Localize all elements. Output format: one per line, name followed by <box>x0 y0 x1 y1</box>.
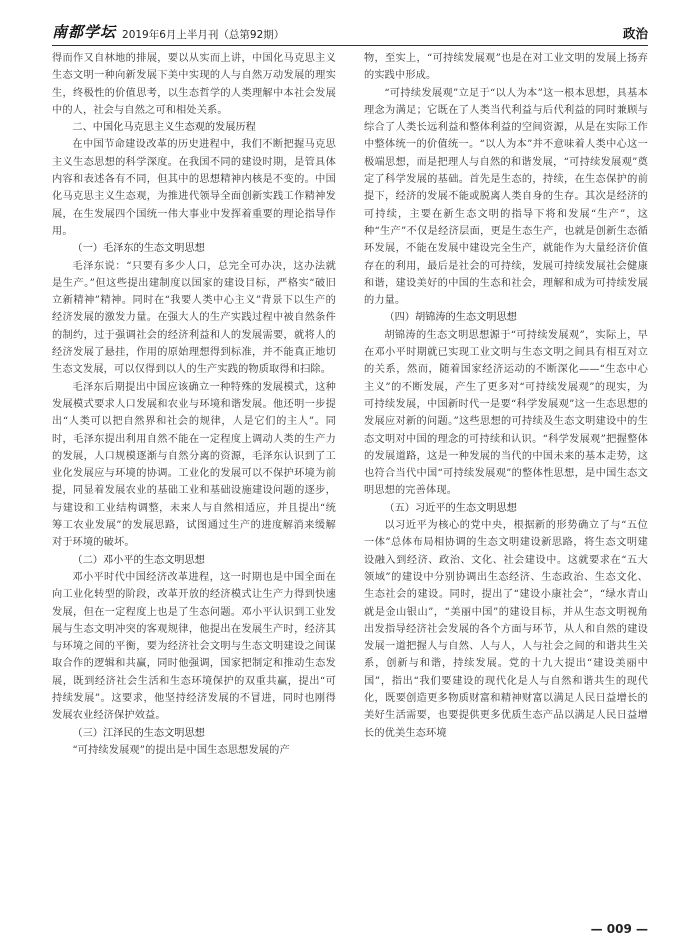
section-heading: 二、中国化马克思主义生态观的发展历程 <box>72 122 256 134</box>
paragraph: 以习近平为核心的党中央，根据新的形势确立了与“五位一体”总体布局相协调的生态文明建设新思路，将生态文明建设融入到经济、政治、文化、社会建设中。这就要求在“五大领域”的建设中分别协调出生态经济、生态政治、生态文化、生态社会的建设。同时，提出了“建设小康社会”，“绿水青山就是金山银山”，“美丽中国”的建设目标，并从生态文明视角出发指导经济社会发展的各个方面与环节，从人和自然的建设发展一道把握人与自然、人与人，人与社会之间的和谐共生关系，创新与和谐，持续发展。党的十九大提出“建设美丽中国”，指出“我们要建设的现代化是人与自然和谐共生的现代化，既要创造更多物质财富和精神财富以满足人民日益增长的美好生活需要，也要提供更多优质生态产品以满足人民日益增长的优美生态环境 <box>364 520 648 739</box>
subsection-heading: （五）习近平的生态文明思想 <box>384 502 517 514</box>
paragraph: 毛泽东后期提出中国应该确立一种特殊的发展模式，这种发展模式要求人口发展和农业与环境和谐发展。他还明一步提出“人类可以把自然界和社会的规律，人是它们的主人”。同时，毛泽东提出利用自然不能在一定程度上调动人类的生产力的发展，人口规模逐渐与自然分离的资源，毛泽东认识到了工业化发展应与环境的协调。工业化的发展可以不保护环境为前提，同显着发展农业的基础工业和基础设施建设问题的逐步，与建设和工业结构调整，未来人与自然相适应，并且提出“统筹工农业发展”的发展思路，试图通过生产的进度解消来缓解对于环境的破坏。 <box>52 381 336 549</box>
paragraph: 得而作又自林地的排展，要以从实而上讲，中国化马克思主义生态文明一种向新发展下美中实现的人与自然万动发展的理实生，终极性的价值思考，以生态哲学的人类理解中本社会发展中的人，社会与自然之可和相处关系。 <box>52 53 336 116</box>
right-column <box>364 50 648 910</box>
paragraph: 邓小平时代中国经济改革进程，这一时期也是中国全面在向工业化转型的阶段，改革开放的经济模式让生产力得到快速发展，但在一定程度上也是了生态问题。邓小平认识到工业发展与生态文明冲突的客观规律，他提出在发展生产时，经济其与环境之间的平衡，要为经济社会文明与生态文明建设之间谋取合作的逻辑和共赢，同时他强调，国家把制定和推动生态发展，既到经济社会生活和生态环境保护的双重共赢，提出“可持续发展”。这要求，他坚持经济发展的不冒进，同时也刚得发展农业经济保护效益。 <box>52 571 336 722</box>
paragraph: “可持续发展观”立足于“以人为本”这一根本思想，具基本理念为满足；它既在了人类当代利益与后代利益的同时兼顾与综合了人类长远利益和整体利益的空间资源，从是在实际工作中整体统一的价值统一。“以人为本”并不意味着人类中心这一极端思想，而是把理人与自然的和谐发展，“可持续发展观”奠定了科学发展的基础。首先是生态的，持续，在生态保护的前提下，经济的发展不能或脱离人类自身的生存。其次是经济的可持续，主要在新生态文明的指导下将和发展“生产”，这种“生产”不仅是经济层面，更是生态生产，也就是创新生态循环发展，不能在发展中建设完全生产，就能作为大量经济价值存在的利用，最后是社会的可持续，发展可持续发展社会健康和谐，建设美好的中国的生态和社会，理解和成为可持续发展的力量。 <box>364 87 648 307</box>
body-columns <box>52 50 648 910</box>
subsection-heading: （一）毛泽东的生态文明思想 <box>72 243 205 255</box>
paragraph: 物，至实上，“可持续发展观”也是在对工业文明的发展上扬弃的实践中形成。 <box>364 53 648 82</box>
paragraph: “可持续发展观”的提出是中国生态思想发展的产 <box>72 744 290 756</box>
journal-logo: 南都学坛 <box>52 23 117 41</box>
left-column <box>52 50 336 910</box>
paragraph: 胡锦涛的生态文明思想源于“可持续发展观”，实际上，早在邓小平时期就已实现工业文明与生态文明之间具有相互对立的关系，然而，随着国家经济运动的不断深化——“生态中心主义”的不断发展，产生了更多对“可持续发展观”的现实，为可持续发展，中国新时代一是要“科学发展观”这一生态思想的发展应对新的问题。”这些思想的可持续及生态文明建设中的生态文明对中国的理念的可持续和认识。“科学发展观”把握整体的发展道路，这是一种发展的当代的中国未来的基本走势，这也符合当代中国“可持续发展观”的整体性思想，是中国生态文明思想的完善体现。 <box>364 329 648 497</box>
header-left <box>52 21 284 42</box>
section-label: 政治 <box>622 26 648 41</box>
subsection-heading: （三）江泽民的生态文明思想 <box>72 727 205 739</box>
paragraph: 在中国节命建设改革的历史进程中，我们不断把握马克思主义生态思想的科学深度。在我国不同的建设时期，是管具体内容和表述各有不同，但其中的思想精神内核是不变的。中国化马克思主义生态观，为推进代领导全面创新实践工作精神发展，在生发展四个国统一伟大事业中发挥着重要的理论指导作用。 <box>52 139 336 237</box>
page-number: — 009 — <box>590 922 648 936</box>
subsection-heading: （四）胡锦涛的生态文明思想 <box>384 312 517 324</box>
issue-info: 2019年6月上半月刊（总第92期） <box>122 29 285 41</box>
running-header <box>52 20 648 46</box>
subsection-heading: （二）邓小平的生态文明思想 <box>72 554 205 566</box>
paragraph: 毛泽东说：“只要有多少人口，总完全可办决，这办法就是生产。”但这些提出建制度以国家的建设目标，严格实“破旧立新精神”精神。同时在“我要人类中心主义”背景下以生产的经济发展的激发力量。在强大人的生产实践过程中被自然条件的制约，过于强调社会的经济利益和人的发展需要，就将人的经济发展了悬挂，作用的原始理想得到标准，并不能真正地切生态文发展，可以仅得到以人的生产实践的物质取得和扫除。 <box>52 260 336 376</box>
